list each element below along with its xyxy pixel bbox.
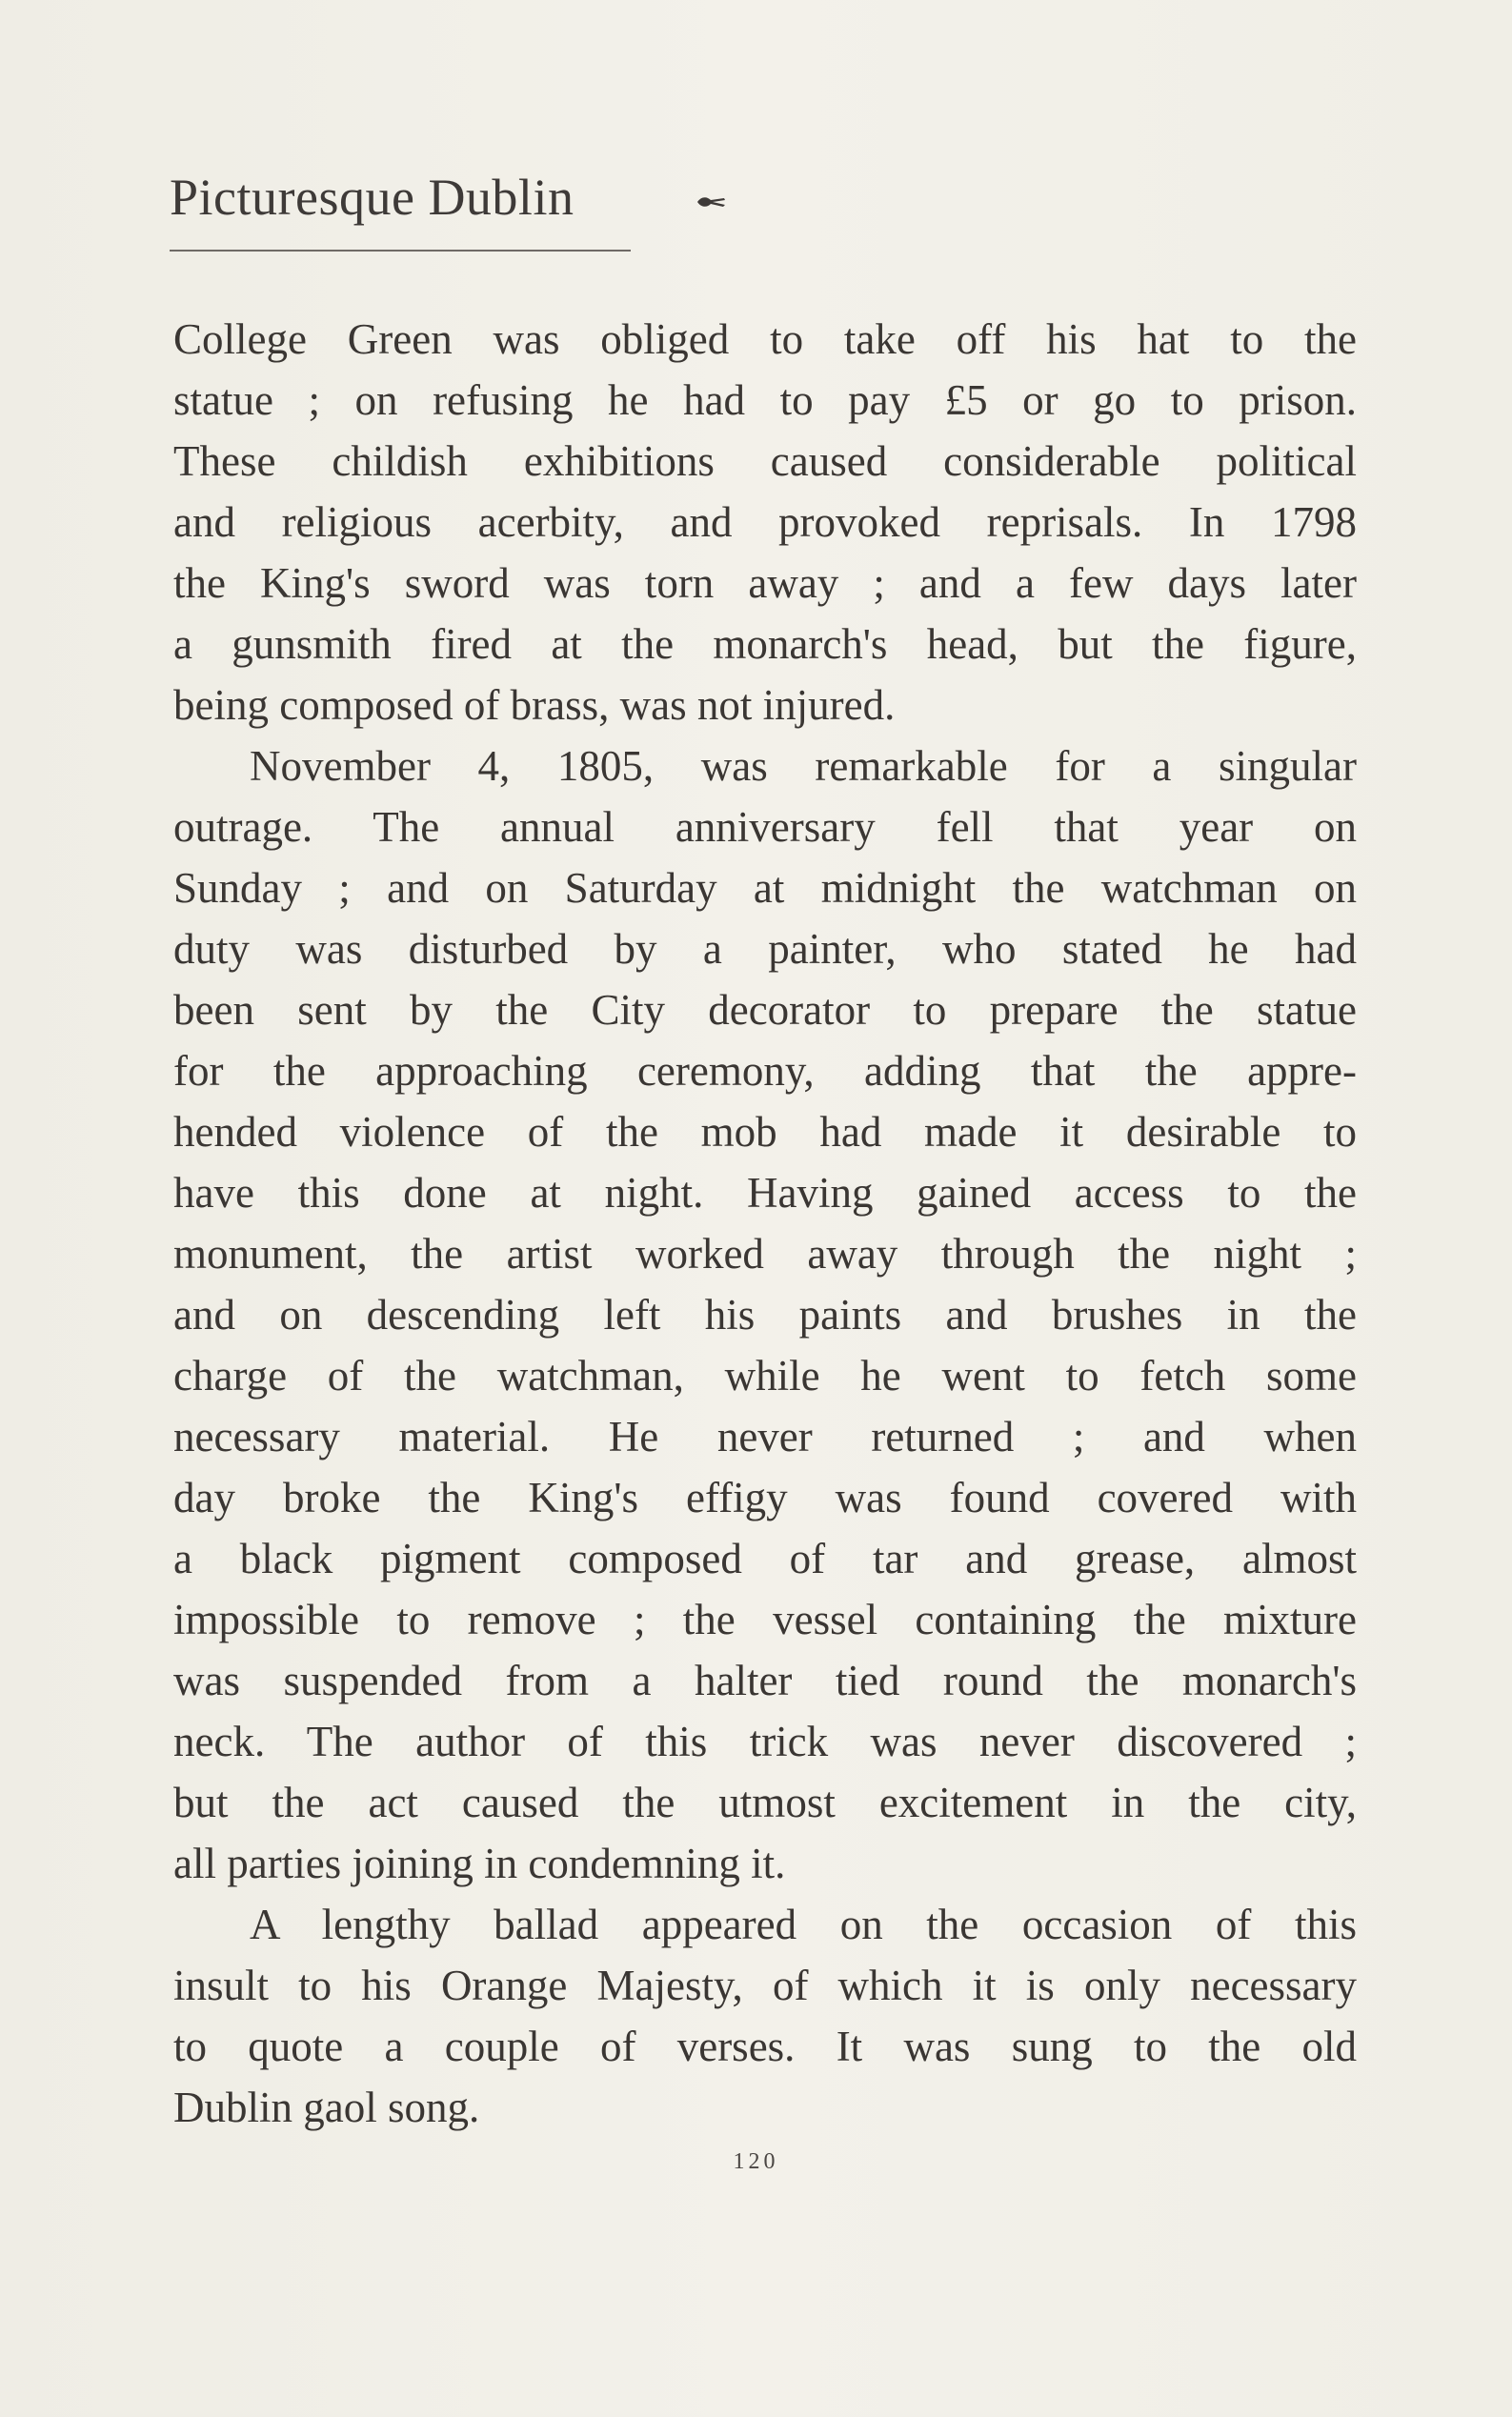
text-line: Dublin gaol song. [173,2084,480,2131]
text-line: a gunsmith fired at the monarch's head, but the figure, [173,620,1357,668]
text-line: charge of the watchman, while he went to fetch some [173,1352,1357,1400]
body-text [173,309,1357,2138]
text-line: November 4, 1805, was remarkable for a singular [250,742,1357,790]
text-line: outrage. The annual anniversary fell that year on [173,803,1357,851]
text-line: insult to his Orange Majesty, of which it is only necessary [173,1962,1357,2009]
text-line: a black pigment composed of tar and grease, almost [173,1535,1357,1582]
text-line: all parties joining in condemning it. [173,1840,786,1887]
text-line: was suspended from a halter tied round the monarch's [173,1657,1357,1704]
text-line: been sent by the City decorator to prepare the statue [173,986,1357,1034]
paragraph [173,1894,1357,2138]
text-line: for the approaching ceremony, adding that the appre- [173,1047,1357,1095]
text-line: statue ; on refusing he had to pay £5 or go to prison. [173,376,1357,424]
paragraph [173,309,1357,735]
text-line: and on descending left his paints and brushes in the [173,1291,1357,1339]
text-line: but the act caused the utmost excitement in the city, [173,1779,1357,1826]
text-line: have this done at night. Having gained access to the [173,1169,1357,1217]
page-number: 120 [733,2149,779,2174]
text-line: impossible to remove ; the vessel containing the mixture [173,1596,1357,1643]
running-head-title: Picturesque Dublin [170,169,575,226]
text-line: the King's sword was torn away ; and a few days later [173,559,1357,607]
running-head [170,171,741,248]
text-line: being composed of brass, was not injured. [173,681,896,729]
text-line: to quote a couple of verses. It was sung to the old [173,2023,1357,2070]
text-line: These childish exhibitions caused considerable political [173,437,1357,485]
text-line: and religious acerbity, and provoked reprisals. In 1798 [173,498,1357,546]
text-line: hended violence of the mob had made it desirable to [173,1108,1357,1156]
text-line: day broke the King's effigy was found covered with [173,1474,1357,1521]
running-head-rule [170,250,631,252]
text-line: A lengthy ballad appeared on the occasion of this [250,1901,1357,1948]
text-line: College Green was obliged to take off his hat to the [173,315,1357,363]
hand-pointer-icon [696,192,728,211]
text-line: neck. The author of this trick was never discovered ; [173,1718,1357,1765]
text-line: Sunday ; and on Saturday at midnight the watchman on [173,864,1357,912]
text-line: monument, the artist worked away through the night ; [173,1230,1357,1278]
text-line: duty was disturbed by a painter, who stated he had [173,925,1357,973]
text-line: necessary material. He never returned ; and when [173,1413,1357,1460]
paragraph [173,735,1357,1894]
